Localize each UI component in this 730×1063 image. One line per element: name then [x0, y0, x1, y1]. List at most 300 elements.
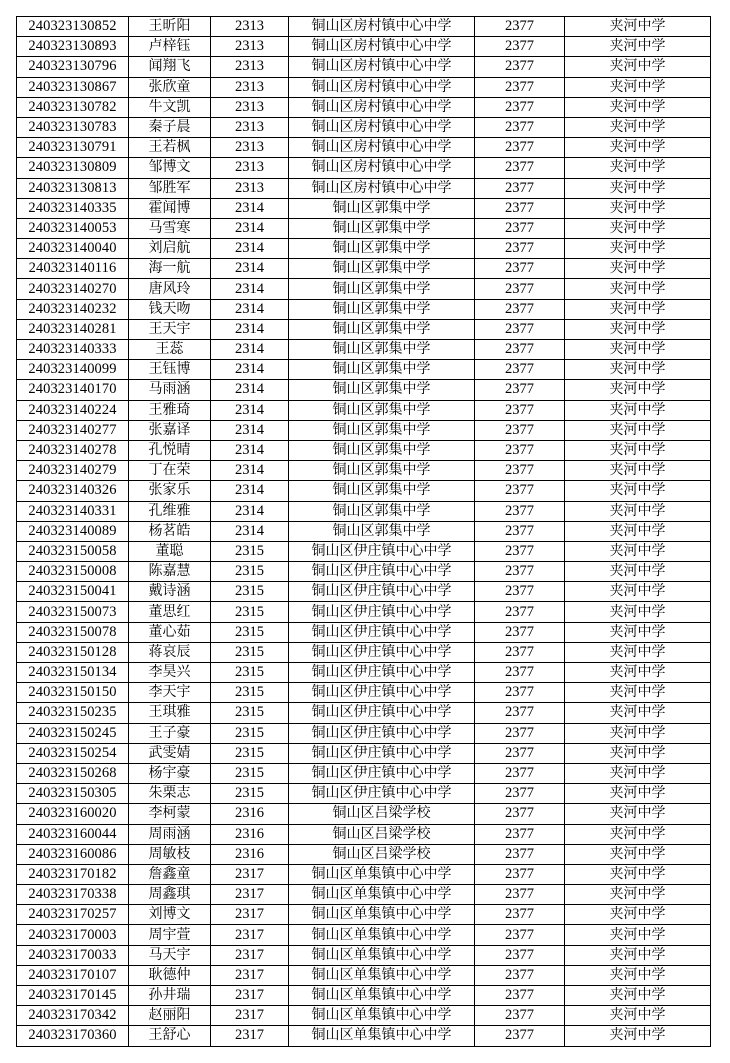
- school-code-cell: 2314: [211, 440, 289, 460]
- school-name-cell: 铜山区单集镇中心中学: [289, 885, 475, 905]
- table-row: [17, 541, 711, 561]
- school-name-cell: 铜山区伊庄镇中心中学: [289, 622, 475, 642]
- student-name-cell: 杨茗皓: [129, 521, 211, 541]
- target-school-cell: 夹河中学: [565, 622, 711, 642]
- target-code-cell: 2377: [475, 138, 565, 158]
- target-code-cell: 2377: [475, 683, 565, 703]
- school-code-cell: 2314: [211, 299, 289, 319]
- table-row: [17, 481, 711, 501]
- target-code-cell: 2377: [475, 77, 565, 97]
- table-row: [17, 562, 711, 582]
- target-code-cell: 2377: [475, 158, 565, 178]
- student-name-cell: 孙井瑞: [129, 986, 211, 1006]
- table-row: [17, 319, 711, 339]
- target-code-cell: 2377: [475, 784, 565, 804]
- table-row: [17, 642, 711, 662]
- school-name-cell: 铜山区单集镇中心中学: [289, 986, 475, 1006]
- student-id-cell: 240323130782: [17, 97, 129, 117]
- table-row: [17, 763, 711, 783]
- student-name-cell: 王昕阳: [129, 17, 211, 37]
- table-row: [17, 986, 711, 1006]
- student-name-cell: 王钰博: [129, 360, 211, 380]
- table-row: [17, 198, 711, 218]
- student-name-cell: 邹胜军: [129, 178, 211, 198]
- table-row: [17, 582, 711, 602]
- student-id-cell: 240323130852: [17, 17, 129, 37]
- target-school-cell: 夹河中学: [565, 239, 711, 259]
- student-id-cell: 240323140270: [17, 279, 129, 299]
- target-school-cell: 夹河中学: [565, 824, 711, 844]
- target-code-cell: 2377: [475, 1006, 565, 1026]
- school-name-cell: 铜山区房村镇中心中学: [289, 17, 475, 37]
- table-row: [17, 703, 711, 723]
- student-id-cell: 240323140232: [17, 299, 129, 319]
- school-code-cell: 2315: [211, 784, 289, 804]
- student-name-cell: 王蕊: [129, 340, 211, 360]
- target-code-cell: 2377: [475, 279, 565, 299]
- table-row: [17, 723, 711, 743]
- student-id-cell: 240323160086: [17, 844, 129, 864]
- table-row: [17, 158, 711, 178]
- school-code-cell: 2316: [211, 804, 289, 824]
- table-row: [17, 683, 711, 703]
- student-id-cell: 240323140278: [17, 440, 129, 460]
- school-name-cell: 铜山区单集镇中心中学: [289, 905, 475, 925]
- student-name-cell: 卢梓钰: [129, 37, 211, 57]
- student-name-cell: 赵丽阳: [129, 1006, 211, 1026]
- school-code-cell: 2314: [211, 360, 289, 380]
- school-code-cell: 2315: [211, 602, 289, 622]
- student-id-cell: 240323160020: [17, 804, 129, 824]
- student-name-cell: 李柯蒙: [129, 804, 211, 824]
- table-row: [17, 400, 711, 420]
- target-school-cell: 夹河中学: [565, 582, 711, 602]
- school-name-cell: 铜山区郭集中学: [289, 420, 475, 440]
- student-id-cell: 240323170360: [17, 1026, 129, 1046]
- student-name-cell: 耿德仲: [129, 965, 211, 985]
- student-id-cell: 240323150134: [17, 663, 129, 683]
- school-code-cell: 2313: [211, 37, 289, 57]
- school-code-cell: 2313: [211, 117, 289, 137]
- student-name-cell: 马雨涵: [129, 380, 211, 400]
- target-code-cell: 2377: [475, 259, 565, 279]
- target-code-cell: 2377: [475, 844, 565, 864]
- student-name-cell: 杨宇豪: [129, 763, 211, 783]
- school-code-cell: 2317: [211, 885, 289, 905]
- student-name-cell: 李昊兴: [129, 663, 211, 683]
- table-row: [17, 784, 711, 804]
- student-name-cell: 董聪: [129, 541, 211, 561]
- target-code-cell: 2377: [475, 986, 565, 1006]
- school-code-cell: 2313: [211, 178, 289, 198]
- student-id-cell: 240323170342: [17, 1006, 129, 1026]
- school-code-cell: 2314: [211, 461, 289, 481]
- target-code-cell: 2377: [475, 239, 565, 259]
- table-row: [17, 885, 711, 905]
- target-school-cell: 夹河中学: [565, 400, 711, 420]
- school-name-cell: 铜山区伊庄镇中心中学: [289, 541, 475, 561]
- target-school-cell: 夹河中学: [565, 340, 711, 360]
- target-school-cell: 夹河中学: [565, 279, 711, 299]
- target-school-cell: 夹河中学: [565, 17, 711, 37]
- school-name-cell: 铜山区单集镇中心中学: [289, 925, 475, 945]
- target-school-cell: 夹河中学: [565, 461, 711, 481]
- target-school-cell: 夹河中学: [565, 158, 711, 178]
- target-school-cell: 夹河中学: [565, 683, 711, 703]
- table-row: [17, 461, 711, 481]
- table-row: [17, 905, 711, 925]
- target-school-cell: 夹河中学: [565, 602, 711, 622]
- school-code-cell: 2315: [211, 622, 289, 642]
- target-code-cell: 2377: [475, 340, 565, 360]
- school-code-cell: 2315: [211, 642, 289, 662]
- target-school-cell: 夹河中学: [565, 1026, 711, 1046]
- target-school-cell: 夹河中学: [565, 259, 711, 279]
- student-id-cell: 240323170107: [17, 965, 129, 985]
- student-id-cell: 240323160044: [17, 824, 129, 844]
- student-name-cell: 周雨涵: [129, 824, 211, 844]
- student-id-cell: 240323130796: [17, 57, 129, 77]
- target-school-cell: 夹河中学: [565, 784, 711, 804]
- table-row: [17, 743, 711, 763]
- target-code-cell: 2377: [475, 663, 565, 683]
- school-code-cell: 2315: [211, 683, 289, 703]
- target-school-cell: 夹河中学: [565, 117, 711, 137]
- student-name-cell: 王天宇: [129, 319, 211, 339]
- target-code-cell: 2377: [475, 37, 565, 57]
- target-school-cell: 夹河中学: [565, 925, 711, 945]
- school-code-cell: 2316: [211, 844, 289, 864]
- school-name-cell: 铜山区吕梁学校: [289, 804, 475, 824]
- school-code-cell: 2317: [211, 905, 289, 925]
- target-code-cell: 2377: [475, 642, 565, 662]
- student-roster-table: [16, 16, 711, 1047]
- student-id-cell: 240323140333: [17, 340, 129, 360]
- table-row: [17, 360, 711, 380]
- student-name-cell: 周鑫琪: [129, 885, 211, 905]
- school-code-cell: 2315: [211, 763, 289, 783]
- table-row: [17, 37, 711, 57]
- school-name-cell: 铜山区伊庄镇中心中学: [289, 784, 475, 804]
- student-name-cell: 王琪雅: [129, 703, 211, 723]
- target-code-cell: 2377: [475, 885, 565, 905]
- school-code-cell: 2317: [211, 1026, 289, 1046]
- school-name-cell: 铜山区郭集中学: [289, 259, 475, 279]
- school-name-cell: 铜山区房村镇中心中学: [289, 138, 475, 158]
- table-row: [17, 17, 711, 37]
- student-id-cell: 240323150268: [17, 763, 129, 783]
- school-code-cell: 2316: [211, 824, 289, 844]
- school-code-cell: 2315: [211, 541, 289, 561]
- student-id-cell: 240323170033: [17, 945, 129, 965]
- target-code-cell: 2377: [475, 925, 565, 945]
- target-code-cell: 2377: [475, 299, 565, 319]
- student-id-cell: 240323130813: [17, 178, 129, 198]
- target-code-cell: 2377: [475, 57, 565, 77]
- target-school-cell: 夹河中学: [565, 965, 711, 985]
- school-name-cell: 铜山区郭集中学: [289, 461, 475, 481]
- school-name-cell: 铜山区郭集中学: [289, 218, 475, 238]
- school-code-cell: 2314: [211, 420, 289, 440]
- target-code-cell: 2377: [475, 501, 565, 521]
- school-code-cell: 2314: [211, 198, 289, 218]
- roster-sheet: [16, 16, 711, 1047]
- table-row: [17, 77, 711, 97]
- target-code-cell: 2377: [475, 97, 565, 117]
- school-name-cell: 铜山区郭集中学: [289, 360, 475, 380]
- student-id-cell: 240323150254: [17, 743, 129, 763]
- student-name-cell: 秦子晨: [129, 117, 211, 137]
- student-id-cell: 240323170145: [17, 986, 129, 1006]
- student-name-cell: 董思红: [129, 602, 211, 622]
- target-school-cell: 夹河中学: [565, 1006, 711, 1026]
- table-row: [17, 218, 711, 238]
- student-id-cell: 240323150008: [17, 562, 129, 582]
- school-code-cell: 2314: [211, 380, 289, 400]
- school-code-cell: 2315: [211, 663, 289, 683]
- target-code-cell: 2377: [475, 178, 565, 198]
- target-code-cell: 2377: [475, 763, 565, 783]
- student-id-cell: 240323140335: [17, 198, 129, 218]
- school-name-cell: 铜山区郭集中学: [289, 198, 475, 218]
- student-name-cell: 张家乐: [129, 481, 211, 501]
- school-code-cell: 2315: [211, 703, 289, 723]
- school-code-cell: 2314: [211, 400, 289, 420]
- school-name-cell: 铜山区房村镇中心中学: [289, 178, 475, 198]
- school-name-cell: 铜山区单集镇中心中学: [289, 1006, 475, 1026]
- target-code-cell: 2377: [475, 945, 565, 965]
- student-id-cell: 240323140279: [17, 461, 129, 481]
- student-name-cell: 王子豪: [129, 723, 211, 743]
- student-name-cell: 孔维雅: [129, 501, 211, 521]
- school-code-cell: 2314: [211, 239, 289, 259]
- student-name-cell: 詹鑫童: [129, 864, 211, 884]
- student-id-cell: 240323170257: [17, 905, 129, 925]
- school-name-cell: 铜山区伊庄镇中心中学: [289, 723, 475, 743]
- student-id-cell: 240323140281: [17, 319, 129, 339]
- school-code-cell: 2315: [211, 743, 289, 763]
- school-code-cell: 2315: [211, 723, 289, 743]
- target-school-cell: 夹河中学: [565, 218, 711, 238]
- school-code-cell: 2314: [211, 521, 289, 541]
- target-code-cell: 2377: [475, 198, 565, 218]
- target-code-cell: 2377: [475, 703, 565, 723]
- target-code-cell: 2377: [475, 905, 565, 925]
- student-name-cell: 周敏枝: [129, 844, 211, 864]
- student-name-cell: 王雅琦: [129, 400, 211, 420]
- school-code-cell: 2313: [211, 57, 289, 77]
- school-name-cell: 铜山区单集镇中心中学: [289, 945, 475, 965]
- target-school-cell: 夹河中学: [565, 178, 711, 198]
- target-school-cell: 夹河中学: [565, 663, 711, 683]
- student-name-cell: 李天宇: [129, 683, 211, 703]
- school-name-cell: 铜山区郭集中学: [289, 501, 475, 521]
- target-school-cell: 夹河中学: [565, 541, 711, 561]
- student-name-cell: 马天宇: [129, 945, 211, 965]
- school-code-cell: 2317: [211, 986, 289, 1006]
- school-name-cell: 铜山区伊庄镇中心中学: [289, 562, 475, 582]
- student-name-cell: 霍闻博: [129, 198, 211, 218]
- target-code-cell: 2377: [475, 461, 565, 481]
- target-school-cell: 夹河中学: [565, 986, 711, 1006]
- school-name-cell: 铜山区吕梁学校: [289, 824, 475, 844]
- school-code-cell: 2314: [211, 218, 289, 238]
- target-school-cell: 夹河中学: [565, 57, 711, 77]
- school-name-cell: 铜山区郭集中学: [289, 279, 475, 299]
- student-name-cell: 张嘉译: [129, 420, 211, 440]
- target-school-cell: 夹河中学: [565, 743, 711, 763]
- table-row: [17, 521, 711, 541]
- target-school-cell: 夹河中学: [565, 864, 711, 884]
- school-name-cell: 铜山区郭集中学: [289, 400, 475, 420]
- student-name-cell: 周宇萱: [129, 925, 211, 945]
- target-code-cell: 2377: [475, 582, 565, 602]
- table-row: [17, 138, 711, 158]
- student-name-cell: 王若枫: [129, 138, 211, 158]
- target-school-cell: 夹河中学: [565, 481, 711, 501]
- target-code-cell: 2377: [475, 420, 565, 440]
- school-name-cell: 铜山区郭集中学: [289, 319, 475, 339]
- target-code-cell: 2377: [475, 481, 565, 501]
- target-code-cell: 2377: [475, 541, 565, 561]
- school-name-cell: 铜山区伊庄镇中心中学: [289, 763, 475, 783]
- school-name-cell: 铜山区伊庄镇中心中学: [289, 642, 475, 662]
- school-name-cell: 铜山区伊庄镇中心中学: [289, 703, 475, 723]
- school-name-cell: 铜山区郭集中学: [289, 340, 475, 360]
- school-name-cell: 铜山区吕梁学校: [289, 844, 475, 864]
- school-code-cell: 2314: [211, 259, 289, 279]
- table-row: [17, 440, 711, 460]
- school-name-cell: 铜山区郭集中学: [289, 521, 475, 541]
- student-name-cell: 朱栗志: [129, 784, 211, 804]
- table-row: [17, 178, 711, 198]
- student-id-cell: 240323130791: [17, 138, 129, 158]
- table-row: [17, 117, 711, 137]
- target-school-cell: 夹河中学: [565, 562, 711, 582]
- student-name-cell: 丁在荣: [129, 461, 211, 481]
- table-row: [17, 299, 711, 319]
- table-row: [17, 279, 711, 299]
- student-id-cell: 240323150150: [17, 683, 129, 703]
- target-school-cell: 夹河中学: [565, 501, 711, 521]
- target-school-cell: 夹河中学: [565, 380, 711, 400]
- student-id-cell: 240323150041: [17, 582, 129, 602]
- school-name-cell: 铜山区伊庄镇中心中学: [289, 602, 475, 622]
- school-code-cell: 2314: [211, 501, 289, 521]
- school-code-cell: 2314: [211, 481, 289, 501]
- school-code-cell: 2314: [211, 279, 289, 299]
- student-id-cell: 240323140224: [17, 400, 129, 420]
- target-school-cell: 夹河中学: [565, 844, 711, 864]
- target-code-cell: 2377: [475, 440, 565, 460]
- target-school-cell: 夹河中学: [565, 299, 711, 319]
- target-code-cell: 2377: [475, 360, 565, 380]
- student-name-cell: 戴诗涵: [129, 582, 211, 602]
- table-row: [17, 420, 711, 440]
- table-row: [17, 97, 711, 117]
- table-row: [17, 622, 711, 642]
- student-id-cell: 240323140326: [17, 481, 129, 501]
- school-name-cell: 铜山区房村镇中心中学: [289, 117, 475, 137]
- table-row: [17, 663, 711, 683]
- school-name-cell: 铜山区郭集中学: [289, 299, 475, 319]
- table-row: [17, 1026, 711, 1046]
- student-id-cell: 240323150078: [17, 622, 129, 642]
- school-code-cell: 2317: [211, 945, 289, 965]
- school-name-cell: 铜山区房村镇中心中学: [289, 57, 475, 77]
- target-school-cell: 夹河中学: [565, 138, 711, 158]
- student-name-cell: 唐风玲: [129, 279, 211, 299]
- school-code-cell: 2317: [211, 965, 289, 985]
- table-row: [17, 380, 711, 400]
- school-code-cell: 2315: [211, 562, 289, 582]
- school-name-cell: 铜山区伊庄镇中心中学: [289, 663, 475, 683]
- school-name-cell: 铜山区房村镇中心中学: [289, 37, 475, 57]
- table-row: [17, 501, 711, 521]
- table-row: [17, 945, 711, 965]
- target-code-cell: 2377: [475, 743, 565, 763]
- target-code-cell: 2377: [475, 319, 565, 339]
- student-name-cell: 牛文凯: [129, 97, 211, 117]
- roster-table-body: [17, 17, 711, 1047]
- student-id-cell: 240323140089: [17, 521, 129, 541]
- target-school-cell: 夹河中学: [565, 885, 711, 905]
- student-name-cell: 蒋哀辰: [129, 642, 211, 662]
- table-row: [17, 239, 711, 259]
- target-school-cell: 夹河中学: [565, 804, 711, 824]
- target-code-cell: 2377: [475, 723, 565, 743]
- table-row: [17, 864, 711, 884]
- student-name-cell: 陈嘉慧: [129, 562, 211, 582]
- school-name-cell: 铜山区单集镇中心中学: [289, 864, 475, 884]
- table-row: [17, 844, 711, 864]
- student-id-cell: 240323170338: [17, 885, 129, 905]
- table-row: [17, 925, 711, 945]
- student-name-cell: 闻翔飞: [129, 57, 211, 77]
- student-id-cell: 240323150128: [17, 642, 129, 662]
- school-name-cell: 铜山区伊庄镇中心中学: [289, 683, 475, 703]
- school-name-cell: 铜山区伊庄镇中心中学: [289, 743, 475, 763]
- student-id-cell: 240323140053: [17, 218, 129, 238]
- student-name-cell: 武雯婧: [129, 743, 211, 763]
- target-code-cell: 2377: [475, 17, 565, 37]
- target-school-cell: 夹河中学: [565, 97, 711, 117]
- school-code-cell: 2313: [211, 17, 289, 37]
- table-row: [17, 602, 711, 622]
- school-code-cell: 2314: [211, 319, 289, 339]
- student-name-cell: 海一航: [129, 259, 211, 279]
- student-id-cell: 240323170182: [17, 864, 129, 884]
- target-school-cell: 夹河中学: [565, 905, 711, 925]
- student-name-cell: 董心茹: [129, 622, 211, 642]
- student-id-cell: 240323140277: [17, 420, 129, 440]
- target-school-cell: 夹河中学: [565, 703, 711, 723]
- student-name-cell: 张欣童: [129, 77, 211, 97]
- target-school-cell: 夹河中学: [565, 642, 711, 662]
- student-id-cell: 240323130783: [17, 117, 129, 137]
- target-code-cell: 2377: [475, 622, 565, 642]
- target-school-cell: 夹河中学: [565, 440, 711, 460]
- student-id-cell: 240323130809: [17, 158, 129, 178]
- school-name-cell: 铜山区郭集中学: [289, 380, 475, 400]
- student-name-cell: 孔悦晴: [129, 440, 211, 460]
- table-row: [17, 340, 711, 360]
- student-name-cell: 刘博文: [129, 905, 211, 925]
- school-code-cell: 2317: [211, 864, 289, 884]
- student-id-cell: 240323140099: [17, 360, 129, 380]
- school-code-cell: 2313: [211, 138, 289, 158]
- student-name-cell: 马雪寒: [129, 218, 211, 238]
